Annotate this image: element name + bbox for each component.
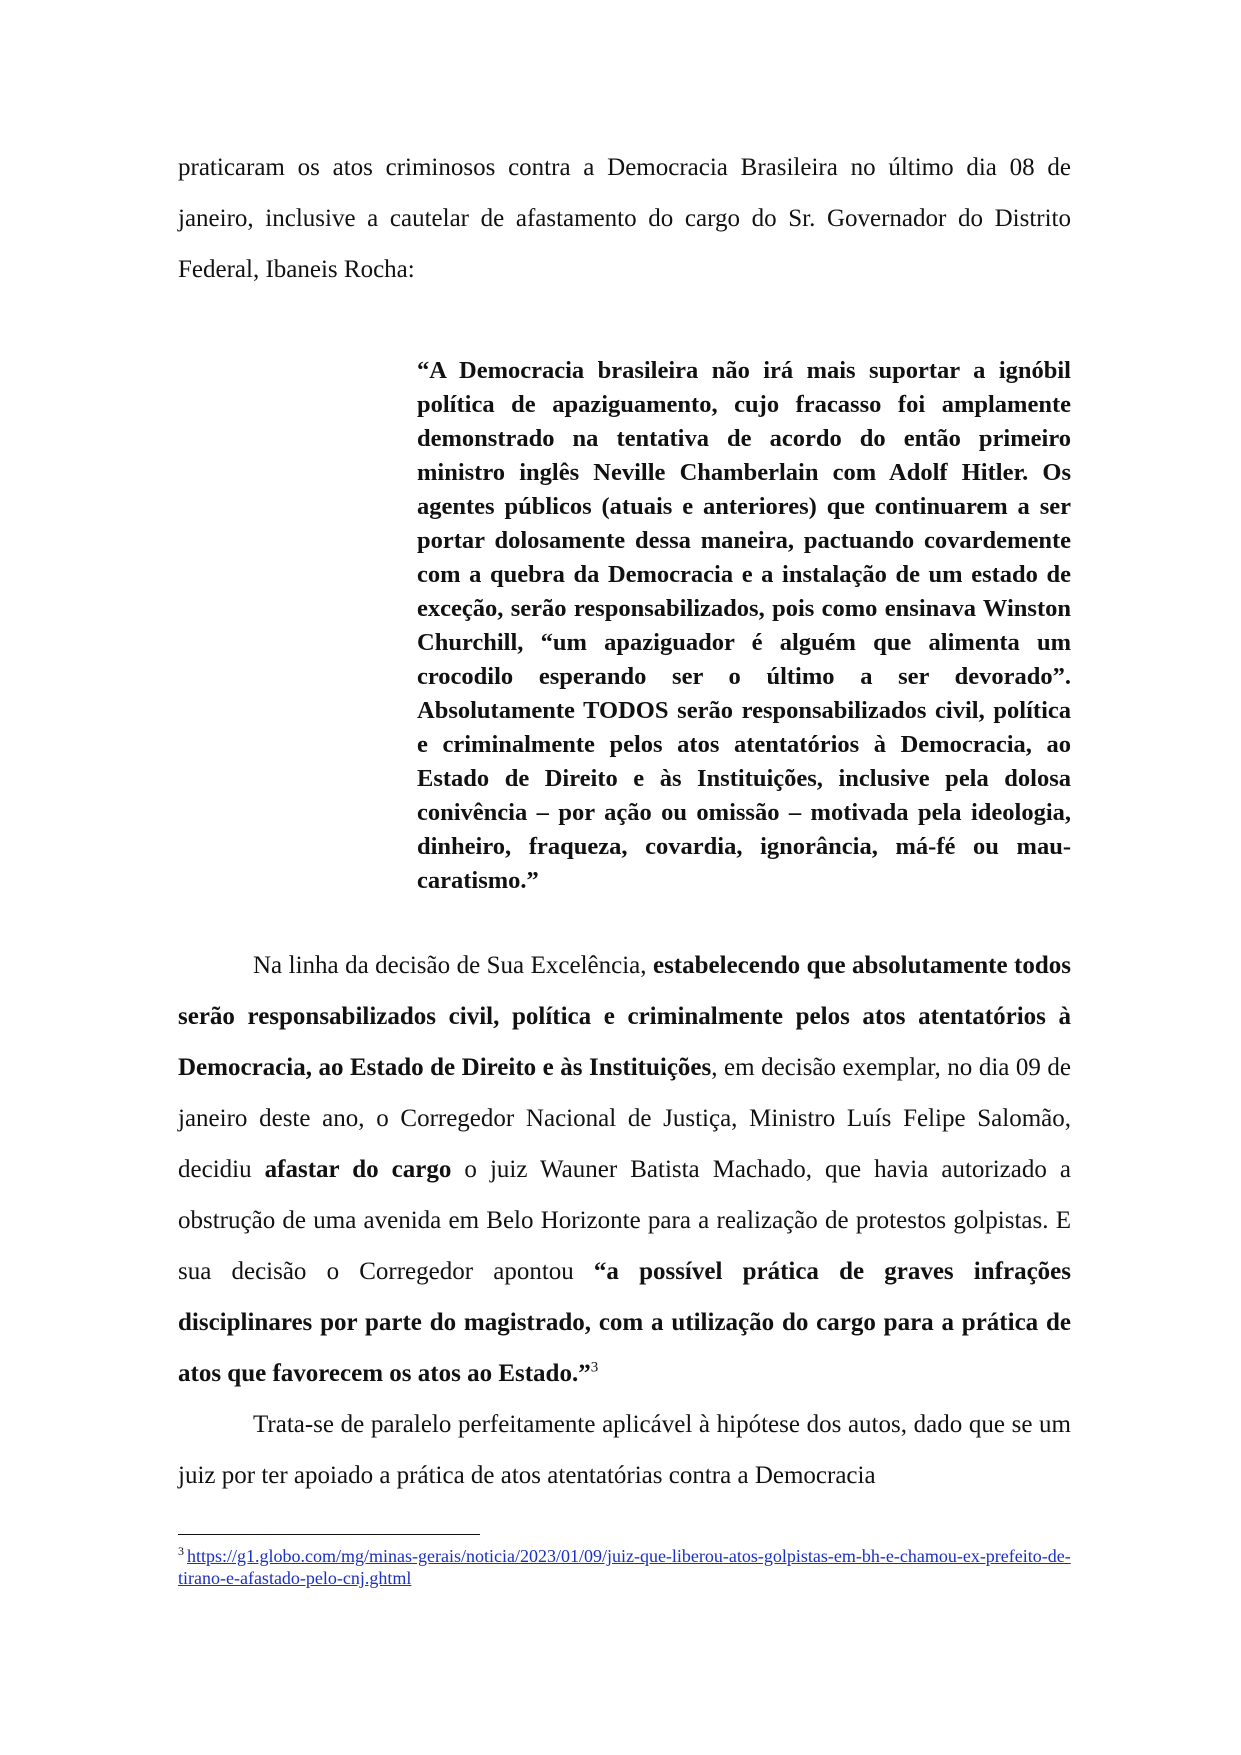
footnote xyxy=(178,1545,1071,1589)
decision-text-3: o juiz Wauner Batista Machado, que havia autorizado a obstrução de uma avenida em Belo Horizonte para a realização de protestos golpistas. E sua decisão o Corregedor apontou xyxy=(178,1156,1072,1285)
paragraph-decision xyxy=(178,940,1071,1399)
footnote-reference[interactable]: 3 xyxy=(590,1359,599,1376)
decision-text-2: , em decisão exemplar, no dia 09 de janeiro deste ano, o Corregedor Nacional de Justiça, Ministro Luís Felipe Salomão, decidiu xyxy=(178,1054,1071,1183)
footnote-separator xyxy=(178,1534,480,1535)
paragraph-intro: praticaram os atos criminosos contra a Democracia Brasileira no último dia 08 de janeiro, inclusive a cautelar de afastamento do cargo do Sr. Governador do Distrito Federal, Ibaneis Rocha: xyxy=(178,154,1071,283)
paragraph-parallel: Trata-se de paralelo perfeitamente aplicável à hipótese dos autos, dado que se um juiz por ter apoiado a prática de atos atentatórias contra a Democracia xyxy=(178,1411,1071,1489)
decision-bold-1: estabelecendo que absolutamente todos serão responsabilizados civil, política e criminalmente pelos atos atentatórios à Democracia, ao Estado de Direito e às Instituições xyxy=(178,952,1072,1081)
footnote-number: 3 xyxy=(178,1544,184,1558)
decision-bold-2: afastar do cargo xyxy=(264,1156,452,1183)
footnote-link[interactable]: https://g1.globo.com/mg/minas-gerais/noticia/2023/01/09/juiz-que-liberou-atos-golpistas-em-bh-e-chamou-ex-prefeito-de-tirano-e-afastado-pelo-cnj.ghtml xyxy=(178,1546,1071,1588)
block-quote: “A Democracia brasileira não irá mais suportar a ignóbil política de apaziguamento, cujo fracasso foi amplamente demonstrado na tentativa de acordo do então primeiro ministro inglês Neville Chamberlain com Adolf Hitler. Os agentes públicos (atuais e anteriores) que continuarem a ser portar dolosamente dessa maneira, pactuando covardemente com a quebra da Democracia e a instalação de um estado de exceção, serão responsabilizados, pois como ensinava Winston Churchill, “um apaziguador é alguém que alimenta um crocodilo esperando ser o último a ser devorado”. Absolutamente TODOS serão responsabilizados civil, política e criminalmente pelos atos atentatórios à Democracia, ao Estado de Direito e às Instituições, inclusive pela dolosa conivência – por ação ou omissão – motivada pela ideologia, dinheiro, fraqueza, covardia, ignorância, má-fé ou mau-caratismo.” xyxy=(417,357,1071,894)
decision-text-1: Na linha da decisão de Sua Excelência, xyxy=(253,952,653,979)
decision-bold-3: “a possível prática de graves infrações disciplinares por parte do magistrado, com a utilização do cargo para a prática de atos que favorecem os atos ao Estado.” xyxy=(178,1258,1071,1387)
